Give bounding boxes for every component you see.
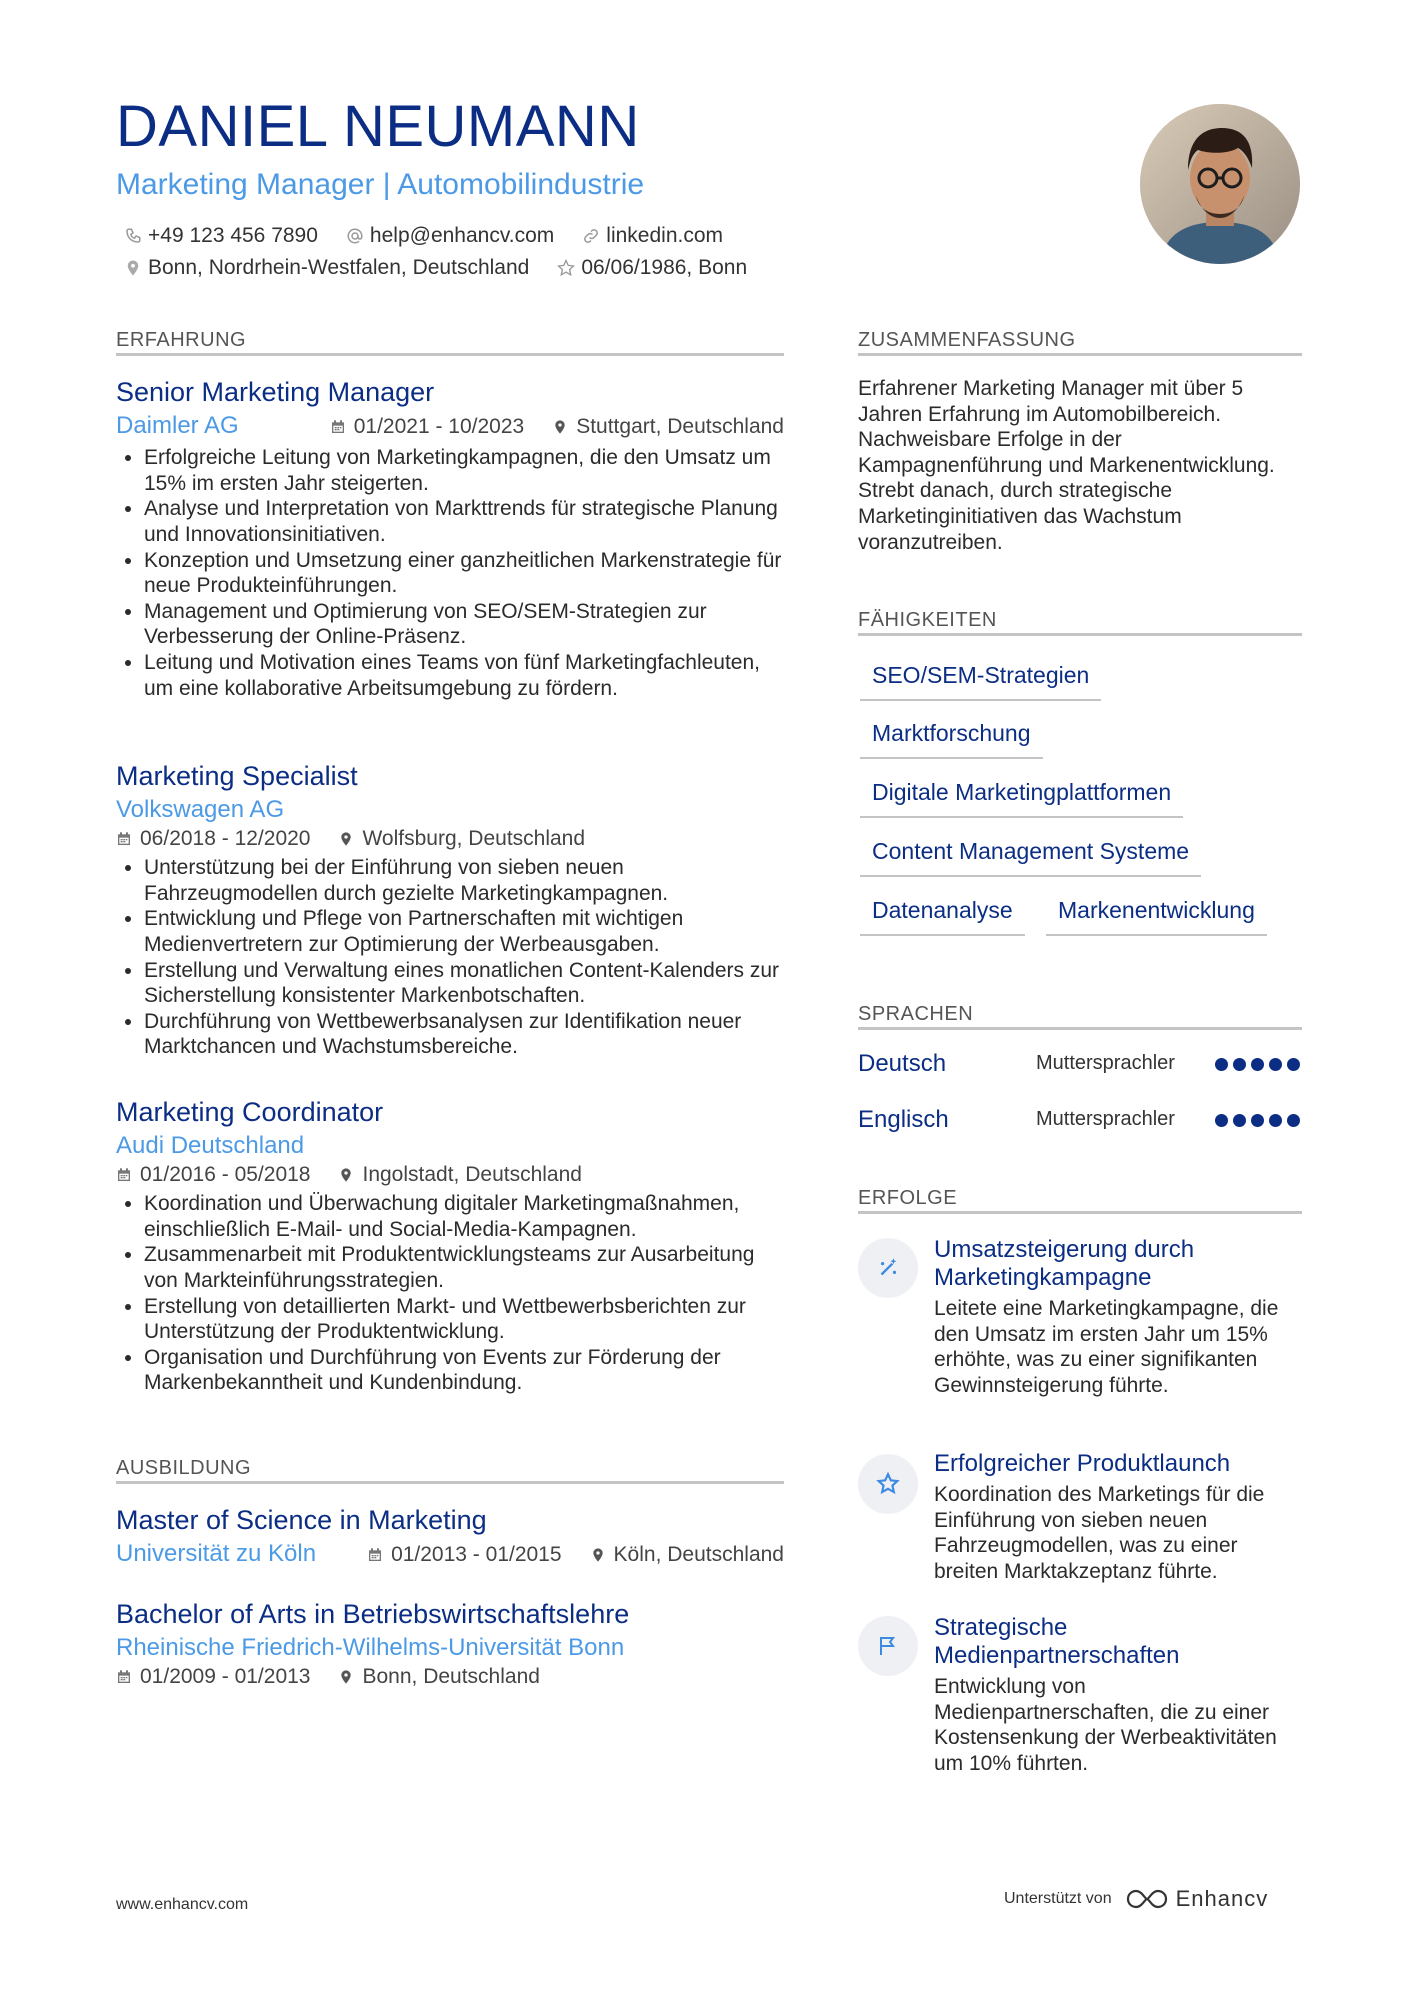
- proficiency-dot: [1251, 1058, 1264, 1071]
- job-meta: [330, 415, 784, 439]
- footer-branding: [1004, 1886, 1268, 1912]
- location-pin-icon: [124, 259, 142, 277]
- bullet: • Konzeption und Umsetzung einer ganzheitlichen Markenstrategie für neue Produkteinführungen.: [144, 548, 784, 599]
- contact-row-2: [124, 256, 775, 280]
- education-meta: [367, 1543, 784, 1567]
- job-title: Senior Marketing Manager: [116, 377, 435, 407]
- bullet: • Analyse und Interpretation von Markttrends für strategische Planung und Innovationsinitiativen.: [144, 496, 784, 547]
- location-pin-icon: [552, 419, 568, 435]
- skill-tag: Marktforschung: [860, 720, 1043, 759]
- experience-rule: [116, 353, 784, 356]
- achievement-desc: Leitete eine Marketingkampagne, die den Umsatz im ersten Jahr um 15% erhöhte, was zu einer signifikanten Gewinnsteigerung führte.: [934, 1297, 1279, 1397]
- flag-icon: [858, 1616, 918, 1676]
- email-item: [346, 224, 554, 248]
- job-meta: [116, 827, 784, 851]
- birth-text: 06/06/1986, Bonn: [581, 256, 748, 279]
- candidate-title: Marketing Manager | Automobilindustrie: [116, 168, 645, 201]
- language-level: Muttersprachler: [1036, 1052, 1175, 1074]
- job-location: Stuttgart, Deutschland: [576, 414, 784, 438]
- bullet: • Erfolgreiche Leitung von Marketingkampagnen, die den Umsatz um 15% im ersten Jahr steigerten.: [144, 445, 784, 496]
- school-name: Rheinische Friedrich-Wilhelms-Universität Bonn: [116, 1634, 625, 1662]
- achievements-rule: [858, 1211, 1302, 1214]
- skill-tag: Digitale Marketingplattformen: [860, 779, 1183, 818]
- job-bullets: [116, 855, 784, 1060]
- job-location: Ingolstadt, Deutschland: [362, 1163, 582, 1187]
- job-1: [116, 376, 784, 701]
- education-meta: [116, 1665, 784, 1689]
- enhancv-logo-icon: [1124, 1886, 1170, 1912]
- experience-heading: ERFAHRUNG: [116, 329, 247, 351]
- bullet: • Erstellung von detaillierten Markt- und Wettbewerbsberichten zur Unterstützung der Produktentwicklung.: [144, 1294, 784, 1345]
- contact-row-1: [124, 224, 751, 248]
- location-pin-icon: [338, 1669, 354, 1685]
- summary-heading: ZUSAMMENFASSUNG: [858, 329, 1076, 351]
- bullet: • Erstellung und Verwaltung eines monatlichen Content-Kalenders zur Sicherstellung konsistenter Markenbotschaften.: [144, 958, 784, 1009]
- achievement-3: [858, 1614, 1302, 1794]
- footer-website[interactable]: www.enhancv.com: [116, 1896, 249, 1913]
- proficiency-dot: [1269, 1058, 1282, 1071]
- proficiency-dot: [1287, 1058, 1300, 1071]
- languages-rule: [858, 1027, 1302, 1030]
- company-name: Audi Deutschland: [116, 1132, 305, 1160]
- job-dates: 06/2018 - 12/2020: [140, 827, 311, 851]
- job-location: Wolfsburg, Deutschland: [362, 827, 586, 851]
- star-icon: [858, 1454, 918, 1514]
- phone-icon: [124, 227, 142, 245]
- job-bullets: [116, 1191, 784, 1396]
- language-proficiency-dots: [1210, 1058, 1300, 1071]
- link-icon: [582, 227, 600, 245]
- company-name: Daimler AG: [116, 412, 239, 440]
- job-3: [116, 1096, 784, 1396]
- language-level: Muttersprachler: [1036, 1108, 1175, 1130]
- email-text[interactable]: help@enhancv.com: [369, 224, 555, 247]
- phone-item: [124, 224, 318, 248]
- achievement-title: Umsatzsteigerung durch Marketingkampagne: [934, 1236, 1195, 1291]
- education-1: [116, 1504, 784, 1569]
- school-name: Universität zu Köln: [116, 1540, 317, 1568]
- education-dates: 01/2009 - 01/2013: [140, 1665, 311, 1689]
- calendar-icon: [330, 419, 346, 435]
- calendar-icon: [116, 1669, 132, 1685]
- achievement-title: Strategische Medienpartnerschaften: [934, 1614, 1180, 1669]
- candidate-name: DANIEL NEUMANN: [116, 94, 640, 159]
- summary-text: Erfahrener Marketing Manager mit über 5 Jahren Erfahrung im Automobilbereich. Nachweisbare Erfolge in der Kampagnenführung und Markenentwicklung. Strebt danach, durch strategische Marketinginitiativen das Wachstum voranzutreiben.: [858, 377, 1275, 554]
- education-location: Köln, Deutschland: [613, 1542, 784, 1566]
- proficiency-dot: [1233, 1058, 1246, 1071]
- summary-rule: [858, 353, 1302, 356]
- bullet: • Management und Optimierung von SEO/SEM-Strategien zur Verbesserung der Online-Präsenz.: [144, 599, 784, 650]
- degree-title: Master of Science in Marketing: [116, 1505, 487, 1535]
- location-text: Bonn, Nordrhein-Westfalen, Deutschland: [148, 256, 530, 279]
- calendar-icon: [367, 1547, 383, 1563]
- powered-by-text: Unterstützt von: [1004, 1890, 1112, 1907]
- job-bullets: [116, 445, 784, 701]
- location-pin-icon: [338, 1167, 354, 1183]
- achievements-heading: ERFOLGE: [858, 1187, 958, 1209]
- calendar-icon: [116, 1167, 132, 1183]
- bullet: • Unterstützung bei der Einführung von sieben neuen Fahrzeugmodellen durch gezielte Marketingkampagnen.: [144, 855, 784, 906]
- language-name: Deutsch: [858, 1050, 947, 1077]
- bullet: • Entwicklung und Pflege von Partnerschaften mit wichtigen Medienvertretern zur Optimierung der Werbeausgaben.: [144, 906, 784, 957]
- achievement-1: [858, 1236, 1302, 1436]
- job-title: Marketing Specialist: [116, 761, 358, 791]
- profile-photo: [1140, 104, 1300, 264]
- job-dates: 01/2016 - 05/2018: [140, 1163, 311, 1187]
- company-name: Volkswagen AG: [116, 796, 285, 824]
- bullet: • Koordination und Überwachung digitaler Marketingmaßnahmen, einschließlich E-Mail- und Social-Media-Kampagnen.: [144, 1191, 784, 1242]
- skill-tag: SEO/SEM-Strategien: [860, 662, 1101, 701]
- achievement-desc: Koordination des Marketings für die Einführung von sieben neuen Fahrzeugmodellen, was zu einer breiten Marktakzeptanz führte.: [934, 1483, 1265, 1583]
- proficiency-dot: [1233, 1114, 1246, 1127]
- education-heading: AUSBILDUNG: [116, 1457, 252, 1479]
- education-2: [116, 1598, 784, 1689]
- at-icon: [346, 227, 364, 245]
- languages-heading: SPRACHEN: [858, 1003, 974, 1025]
- proficiency-dot: [1215, 1114, 1228, 1127]
- bullet: • Leitung und Motivation eines Teams von fünf Marketingfachleuten, um eine kollaborative Arbeitsumgebung zu fördern.: [144, 650, 784, 701]
- skill-tag: Datenanalyse: [860, 897, 1025, 936]
- achievement-2: [858, 1450, 1302, 1600]
- skills-heading: FÄHIGKEITEN: [858, 609, 997, 631]
- skill-tag: Content Management Systeme: [860, 838, 1201, 877]
- job-dates: 01/2021 - 10/2023: [353, 414, 525, 438]
- education-rule: [116, 1481, 784, 1484]
- education-location: Bonn, Deutschland: [362, 1665, 540, 1689]
- avatar-illustration: [1140, 104, 1300, 264]
- bullet: • Durchführung von Wettbewerbsanalysen zur Identifikation neuer Marktchancen und Wachstumsbereiche.: [144, 1009, 784, 1060]
- achievement-title: Erfolgreicher Produktlaunch: [934, 1450, 1231, 1477]
- location-pin-icon: [590, 1547, 606, 1563]
- phone-text: +49 123 456 7890: [148, 224, 318, 247]
- skills-rule: [858, 633, 1302, 636]
- achievement-desc: Entwicklung von Medienpartnerschaften, die zu einer Kostensenkung der Werbeaktivitäten um 10% führten.: [934, 1675, 1277, 1775]
- proficiency-dot: [1215, 1058, 1228, 1071]
- language-name: Englisch: [858, 1106, 949, 1133]
- job-2: [116, 760, 784, 1060]
- skill-tag: Markenentwicklung: [1046, 897, 1267, 936]
- job-meta: [116, 1163, 784, 1187]
- location-item: [124, 256, 529, 280]
- language-proficiency-dots: [1210, 1114, 1300, 1127]
- linkedin-item: [582, 224, 723, 248]
- magic-wand-icon: [858, 1238, 918, 1298]
- education-dates: 01/2013 - 01/2015: [391, 1542, 562, 1566]
- location-pin-icon: [338, 831, 354, 847]
- bullet: • Zusammenarbeit mit Produktentwicklungsteams zur Ausarbeitung von Markteinführungsstrategien.: [144, 1242, 784, 1293]
- linkedin-text[interactable]: linkedin.com: [606, 224, 724, 247]
- proficiency-dot: [1251, 1114, 1264, 1127]
- proficiency-dot: [1287, 1114, 1300, 1127]
- bullet: • Organisation und Durchführung von Events zur Förderung der Markenbekanntheit und Kundenbindung.: [144, 1345, 784, 1396]
- brand-name: Enhancv: [1175, 1886, 1269, 1911]
- birth-item: [557, 256, 747, 280]
- proficiency-dot: [1269, 1114, 1282, 1127]
- star-outline-icon: [557, 259, 575, 277]
- calendar-icon: [116, 831, 132, 847]
- job-title: Marketing Coordinator: [116, 1097, 384, 1127]
- degree-title: Bachelor of Arts in Betriebswirtschaftslehre: [116, 1599, 630, 1629]
